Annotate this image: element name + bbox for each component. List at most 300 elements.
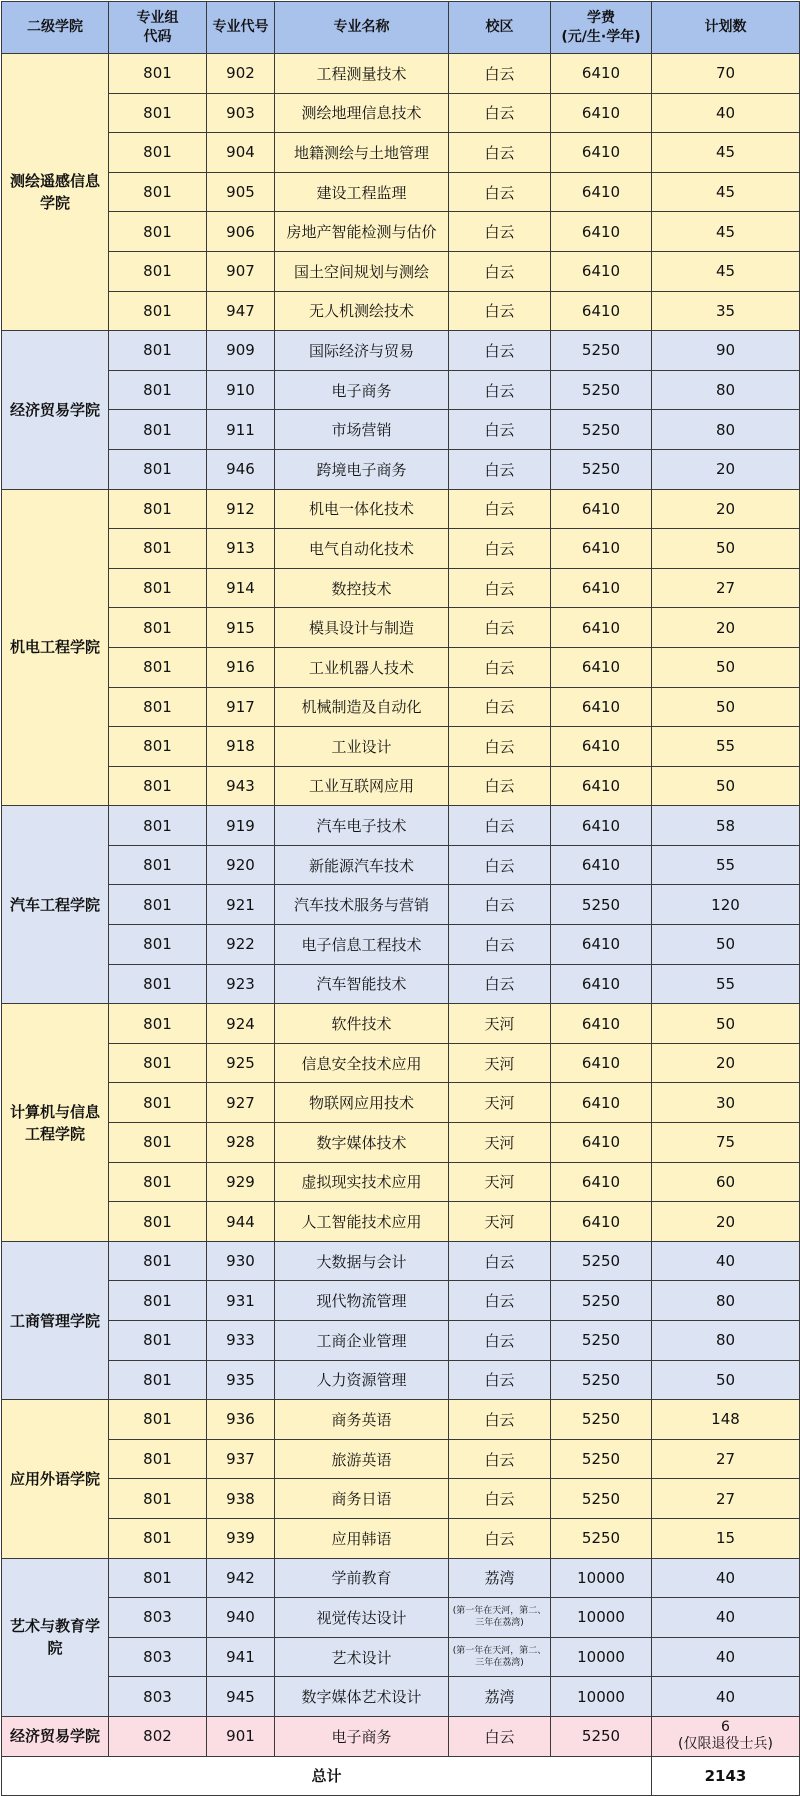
table-row	[2, 925, 800, 965]
major-code-cell: 916	[207, 647, 275, 687]
group-code-cell: 801	[109, 687, 207, 727]
fee-cell: 6410	[551, 1083, 652, 1123]
major-code-cell: 918	[207, 727, 275, 767]
major-code-cell: 931	[207, 1281, 275, 1321]
campus-cell: 白云	[449, 331, 551, 371]
group-code-cell: 801	[109, 1202, 207, 1242]
plan-cell: 45	[652, 133, 800, 173]
fee-cell: 6410	[551, 964, 652, 1004]
group-code-cell: 803	[109, 1637, 207, 1677]
major-name-cell: 数字媒体艺术设计	[275, 1677, 449, 1717]
group-code-cell: 801	[109, 410, 207, 450]
fee-cell: 5250	[551, 1281, 652, 1321]
major-name-cell: 商务英语	[275, 1400, 449, 1440]
header-group-code: 专业组 代码	[109, 2, 207, 54]
group-code-cell: 801	[109, 885, 207, 925]
major-code-cell: 940	[207, 1598, 275, 1638]
plan-cell: 50	[652, 1004, 800, 1044]
table-row	[2, 212, 800, 252]
major-code-cell: 910	[207, 370, 275, 410]
major-name-cell: 建设工程监理	[275, 172, 449, 212]
table-row	[2, 410, 800, 450]
plan-cell: 40	[652, 1637, 800, 1677]
campus-cell: 白云	[449, 1281, 551, 1321]
total-row	[2, 1756, 800, 1796]
college-cell: 机电工程学院	[2, 489, 109, 806]
major-name-cell: 信息安全技术应用	[275, 1043, 449, 1083]
fee-cell: 5250	[551, 1241, 652, 1281]
major-name-cell: 艺术设计	[275, 1637, 449, 1677]
group-code-cell: 801	[109, 133, 207, 173]
header-plan: 计划数	[652, 2, 800, 54]
major-name-cell: 软件技术	[275, 1004, 449, 1044]
plan-cell: 80	[652, 370, 800, 410]
group-code-cell: 801	[109, 964, 207, 1004]
fee-cell: 6410	[551, 845, 652, 885]
table-row	[2, 687, 800, 727]
header-fee: 学费 (元/生·学年)	[551, 2, 652, 54]
major-code-cell: 933	[207, 1321, 275, 1361]
table-row	[2, 449, 800, 489]
major-code-cell: 927	[207, 1083, 275, 1123]
major-name-cell: 学前教育	[275, 1558, 449, 1598]
campus-cell: 白云	[449, 370, 551, 410]
plan-cell: 40	[652, 1558, 800, 1598]
plan-cell: 70	[652, 54, 800, 94]
fee-cell: 6410	[551, 133, 652, 173]
major-code-cell: 917	[207, 687, 275, 727]
major-code-cell: 902	[207, 54, 275, 94]
campus-cell: 天河	[449, 1123, 551, 1163]
plan-cell: 40	[652, 1598, 800, 1638]
major-name-cell: 国土空间规划与测绘	[275, 251, 449, 291]
campus-cell: 白云	[449, 1716, 551, 1756]
fee-cell: 6410	[551, 687, 652, 727]
major-code-cell: 945	[207, 1677, 275, 1717]
major-name-cell: 新能源汽车技术	[275, 845, 449, 885]
table-header-row	[2, 2, 800, 54]
major-code-cell: 920	[207, 845, 275, 885]
campus-cell: 白云	[449, 885, 551, 925]
fee-cell: 5250	[551, 449, 652, 489]
table-row	[2, 1598, 800, 1638]
campus-cell: 荔湾	[449, 1558, 551, 1598]
major-name-cell: 物联网应用技术	[275, 1083, 449, 1123]
college-cell: 计算机与信息工程学院	[2, 1004, 109, 1242]
table-row	[2, 133, 800, 173]
major-code-cell: 907	[207, 251, 275, 291]
major-code-cell: 944	[207, 1202, 275, 1242]
plan-cell: 20	[652, 608, 800, 648]
major-code-cell: 911	[207, 410, 275, 450]
major-code-cell: 914	[207, 568, 275, 608]
group-code-cell: 801	[109, 608, 207, 648]
table-row	[2, 1439, 800, 1479]
major-name-cell: 大数据与会计	[275, 1241, 449, 1281]
plan-cell: 35	[652, 291, 800, 331]
major-name-cell: 虚拟现实技术应用	[275, 1162, 449, 1202]
fee-cell: 5250	[551, 1321, 652, 1361]
group-code-cell: 801	[109, 568, 207, 608]
fee-cell: 10000	[551, 1598, 652, 1638]
campus-cell: (第一年在天河，第二、三年在荔湾)	[449, 1637, 551, 1677]
major-name-cell: 数字媒体技术	[275, 1123, 449, 1163]
table-row	[2, 1241, 800, 1281]
total-value: 2143	[652, 1756, 800, 1796]
group-code-cell: 801	[109, 449, 207, 489]
plan-cell: 27	[652, 1479, 800, 1519]
major-code-cell: 925	[207, 1043, 275, 1083]
group-code-cell: 801	[109, 1558, 207, 1598]
plan-cell: 30	[652, 1083, 800, 1123]
major-code-cell: 947	[207, 291, 275, 331]
fee-cell: 6410	[551, 1202, 652, 1242]
table-row	[2, 1677, 800, 1717]
major-name-cell: 工程测量技术	[275, 54, 449, 94]
major-code-cell: 936	[207, 1400, 275, 1440]
group-code-cell: 801	[109, 1321, 207, 1361]
major-code-cell: 906	[207, 212, 275, 252]
table-row	[2, 1202, 800, 1242]
major-name-cell: 视觉传达设计	[275, 1598, 449, 1638]
header-college: 二级学院	[2, 2, 109, 54]
group-code-cell: 801	[109, 806, 207, 846]
major-name-cell: 电子商务	[275, 1716, 449, 1756]
plan-cell: 58	[652, 806, 800, 846]
campus-cell: 白云	[449, 766, 551, 806]
major-name-cell: 工业设计	[275, 727, 449, 767]
group-code-cell: 801	[109, 1439, 207, 1479]
campus-cell: 白云	[449, 1439, 551, 1479]
fee-cell: 6410	[551, 727, 652, 767]
major-code-cell: 943	[207, 766, 275, 806]
college-cell: 艺术与教育学院	[2, 1558, 109, 1716]
table-row	[2, 1162, 800, 1202]
fee-cell: 6410	[551, 489, 652, 529]
fee-cell: 5250	[551, 1518, 652, 1558]
major-name-cell: 测绘地理信息技术	[275, 93, 449, 133]
campus-cell: (第一年在天河，第二、三年在荔湾)	[449, 1598, 551, 1638]
plan-cell: 45	[652, 251, 800, 291]
campus-cell: 白云	[449, 806, 551, 846]
fee-cell: 6410	[551, 291, 652, 331]
table-row	[2, 1004, 800, 1044]
major-name-cell: 工业互联网应用	[275, 766, 449, 806]
college-cell: 工商管理学院	[2, 1241, 109, 1399]
fee-cell: 6410	[551, 93, 652, 133]
plan-cell: 75	[652, 1123, 800, 1163]
major-code-cell: 921	[207, 885, 275, 925]
plan-cell: 20	[652, 1043, 800, 1083]
campus-cell: 白云	[449, 1400, 551, 1440]
fee-cell: 10000	[551, 1677, 652, 1717]
table-row	[2, 1558, 800, 1598]
major-name-cell: 市场营销	[275, 410, 449, 450]
fee-cell: 6410	[551, 766, 652, 806]
campus-cell: 白云	[449, 529, 551, 569]
fee-cell: 5250	[551, 370, 652, 410]
plan-cell: 50	[652, 647, 800, 687]
fee-cell: 5250	[551, 410, 652, 450]
campus-cell: 白云	[449, 964, 551, 1004]
major-code-cell: 922	[207, 925, 275, 965]
major-name-cell: 人力资源管理	[275, 1360, 449, 1400]
campus-cell: 白云	[449, 647, 551, 687]
group-code-cell: 801	[109, 1162, 207, 1202]
group-code-cell: 801	[109, 331, 207, 371]
table-row	[2, 1321, 800, 1361]
campus-cell: 白云	[449, 1321, 551, 1361]
group-code-cell: 801	[109, 54, 207, 94]
fee-cell: 5250	[551, 1400, 652, 1440]
major-name-cell: 汽车智能技术	[275, 964, 449, 1004]
total-label: 总计	[2, 1756, 652, 1796]
plan-cell: 40	[652, 1241, 800, 1281]
fee-cell: 5250	[551, 1360, 652, 1400]
plan-cell: 55	[652, 845, 800, 885]
major-name-cell: 房地产智能检测与估价	[275, 212, 449, 252]
header-campus: 校区	[449, 2, 551, 54]
major-code-cell: 905	[207, 172, 275, 212]
campus-cell: 白云	[449, 93, 551, 133]
major-code-cell: 938	[207, 1479, 275, 1519]
campus-cell: 荔湾	[449, 1677, 551, 1717]
major-name-cell: 数控技术	[275, 568, 449, 608]
major-code-cell: 909	[207, 331, 275, 371]
campus-cell: 白云	[449, 925, 551, 965]
campus-cell: 白云	[449, 251, 551, 291]
major-code-cell: 924	[207, 1004, 275, 1044]
plan-cell: 15	[652, 1518, 800, 1558]
table-row	[2, 331, 800, 371]
enrollment-plan-table	[1, 1, 800, 1796]
group-code-cell: 801	[109, 93, 207, 133]
plan-cell: 50	[652, 925, 800, 965]
table-row	[2, 1281, 800, 1321]
campus-cell: 天河	[449, 1162, 551, 1202]
table-row	[2, 489, 800, 529]
group-code-cell: 801	[109, 1360, 207, 1400]
table-row	[2, 251, 800, 291]
campus-cell: 白云	[449, 568, 551, 608]
group-code-cell: 801	[109, 529, 207, 569]
table-row	[2, 54, 800, 94]
college-cell: 应用外语学院	[2, 1400, 109, 1558]
college-cell: 测绘遥感信息学院	[2, 54, 109, 331]
fee-cell: 6410	[551, 925, 652, 965]
campus-cell: 白云	[449, 1518, 551, 1558]
major-name-cell: 旅游英语	[275, 1439, 449, 1479]
plan-cell	[652, 1716, 800, 1756]
header-major-code: 专业代号	[207, 2, 275, 54]
fee-cell: 6410	[551, 1004, 652, 1044]
table-row	[2, 885, 800, 925]
plan-cell: 80	[652, 410, 800, 450]
plan-cell: 50	[652, 766, 800, 806]
major-code-cell: 935	[207, 1360, 275, 1400]
campus-cell: 白云	[449, 489, 551, 529]
major-name-cell: 电气自动化技术	[275, 529, 449, 569]
group-code-cell: 801	[109, 1518, 207, 1558]
major-name-cell: 地籍测绘与土地管理	[275, 133, 449, 173]
campus-cell: 白云	[449, 449, 551, 489]
major-code-cell: 903	[207, 93, 275, 133]
group-code-cell: 801	[109, 727, 207, 767]
major-code-cell: 939	[207, 1518, 275, 1558]
campus-cell: 白云	[449, 845, 551, 885]
college-cell: 经济贸易学院	[2, 1716, 109, 1756]
table-row	[2, 172, 800, 212]
plan-cell: 40	[652, 93, 800, 133]
plan-cell: 148	[652, 1400, 800, 1440]
campus-cell: 白云	[449, 54, 551, 94]
fee-cell: 10000	[551, 1558, 652, 1598]
plan-cell: 50	[652, 687, 800, 727]
major-code-cell: 946	[207, 449, 275, 489]
fee-cell: 6410	[551, 251, 652, 291]
table-row	[2, 1043, 800, 1083]
major-code-cell: 913	[207, 529, 275, 569]
table-row	[2, 845, 800, 885]
campus-cell: 白云	[449, 133, 551, 173]
group-code-cell: 801	[109, 370, 207, 410]
campus-cell: 天河	[449, 1043, 551, 1083]
major-name-cell: 汽车技术服务与营销	[275, 885, 449, 925]
campus-cell: 白云	[449, 172, 551, 212]
fee-cell: 6410	[551, 212, 652, 252]
major-name-cell: 无人机测绘技术	[275, 291, 449, 331]
major-name-cell: 机电一体化技术	[275, 489, 449, 529]
plan-cell: 120	[652, 885, 800, 925]
group-code-cell: 801	[109, 1043, 207, 1083]
plan-cell: 50	[652, 529, 800, 569]
campus-cell: 白云	[449, 1241, 551, 1281]
campus-cell: 天河	[449, 1083, 551, 1123]
campus-cell: 白云	[449, 687, 551, 727]
fee-cell: 6410	[551, 647, 652, 687]
plan-cell: 27	[652, 1439, 800, 1479]
group-code-cell: 801	[109, 1479, 207, 1519]
group-code-cell: 802	[109, 1716, 207, 1756]
campus-cell: 白云	[449, 727, 551, 767]
group-code-cell: 803	[109, 1677, 207, 1717]
major-name-cell: 跨境电子商务	[275, 449, 449, 489]
table-row	[2, 568, 800, 608]
major-name-cell: 应用韩语	[275, 1518, 449, 1558]
table-row	[2, 964, 800, 1004]
fee-cell: 5250	[551, 331, 652, 371]
major-code-cell: 928	[207, 1123, 275, 1163]
fee-cell: 10000	[551, 1637, 652, 1677]
plan-cell: 27	[652, 568, 800, 608]
major-name-cell: 人工智能技术应用	[275, 1202, 449, 1242]
campus-cell: 白云	[449, 410, 551, 450]
table-row	[2, 291, 800, 331]
table-row	[2, 1716, 800, 1756]
group-code-cell: 801	[109, 291, 207, 331]
major-code-cell: 941	[207, 1637, 275, 1677]
campus-cell: 白云	[449, 1360, 551, 1400]
major-name-cell: 国际经济与贸易	[275, 331, 449, 371]
group-code-cell: 801	[109, 1083, 207, 1123]
plan-cell: 55	[652, 727, 800, 767]
plan-note: (仅限退役士兵)	[678, 1736, 773, 1753]
group-code-cell: 801	[109, 251, 207, 291]
header-major-name: 专业名称	[275, 2, 449, 54]
major-name-cell: 模具设计与制造	[275, 608, 449, 648]
table-row	[2, 608, 800, 648]
fee-cell: 6410	[551, 806, 652, 846]
table-row	[2, 1123, 800, 1163]
major-code-cell: 942	[207, 1558, 275, 1598]
group-code-cell: 801	[109, 925, 207, 965]
fee-cell: 6410	[551, 172, 652, 212]
major-code-cell: 901	[207, 1716, 275, 1756]
major-name-cell: 电子商务	[275, 370, 449, 410]
major-code-cell: 904	[207, 133, 275, 173]
table-row	[2, 766, 800, 806]
plan-cell: 80	[652, 1321, 800, 1361]
fee-cell: 6410	[551, 1043, 652, 1083]
fee-cell: 6410	[551, 1123, 652, 1163]
major-code-cell: 915	[207, 608, 275, 648]
group-code-cell: 801	[109, 172, 207, 212]
table-row	[2, 647, 800, 687]
group-code-cell: 801	[109, 489, 207, 529]
plan-cell: 20	[652, 449, 800, 489]
college-cell: 经济贸易学院	[2, 331, 109, 489]
major-code-cell: 923	[207, 964, 275, 1004]
group-code-cell: 801	[109, 647, 207, 687]
table-row	[2, 1518, 800, 1558]
fee-cell: 6410	[551, 568, 652, 608]
major-name-cell: 机械制造及自动化	[275, 687, 449, 727]
major-name-cell: 现代物流管理	[275, 1281, 449, 1321]
campus-cell: 白云	[449, 212, 551, 252]
major-name-cell: 汽车电子技术	[275, 806, 449, 846]
major-code-cell: 937	[207, 1439, 275, 1479]
major-name-cell: 电子信息工程技术	[275, 925, 449, 965]
plan-cell: 40	[652, 1677, 800, 1717]
major-name-cell: 工商企业管理	[275, 1321, 449, 1361]
plan-cell: 60	[652, 1162, 800, 1202]
college-cell: 汽车工程学院	[2, 806, 109, 1004]
plan-cell: 50	[652, 1360, 800, 1400]
fee-cell: 5250	[551, 1479, 652, 1519]
plan-cell: 80	[652, 1281, 800, 1321]
plan-cell: 45	[652, 212, 800, 252]
fee-cell: 5250	[551, 885, 652, 925]
group-code-cell: 801	[109, 845, 207, 885]
campus-cell: 白云	[449, 291, 551, 331]
plan-cell: 55	[652, 964, 800, 1004]
plan-value: 6	[721, 1719, 730, 1736]
campus-cell: 天河	[449, 1202, 551, 1242]
plan-cell: 20	[652, 489, 800, 529]
fee-cell: 6410	[551, 1162, 652, 1202]
campus-cell: 白云	[449, 608, 551, 648]
group-code-cell: 801	[109, 1004, 207, 1044]
group-code-cell: 803	[109, 1598, 207, 1638]
fee-cell: 5250	[551, 1439, 652, 1479]
plan-cell: 45	[652, 172, 800, 212]
fee-cell: 6410	[551, 54, 652, 94]
table-body	[2, 54, 800, 1796]
fee-cell: 6410	[551, 608, 652, 648]
fee-cell: 5250	[551, 1716, 652, 1756]
major-name-cell: 商务日语	[275, 1479, 449, 1519]
major-code-cell: 919	[207, 806, 275, 846]
